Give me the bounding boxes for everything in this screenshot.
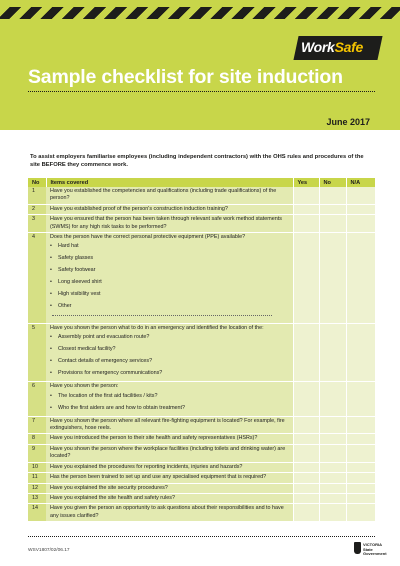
row-question: Have you shown the person where the workplace facilities (including toilets and drinking water) are located? xyxy=(50,445,286,460)
checklist-row xyxy=(28,444,375,462)
row-number: 8 xyxy=(28,434,46,444)
checklist-row xyxy=(28,187,375,204)
row-question: Does the person have the correct personal protective equipment (PPE) available? xyxy=(50,234,246,241)
row-sub-item-label: Hard hat xyxy=(58,243,79,250)
row-number: 11 xyxy=(28,473,46,483)
row-question: Have you ensured that the person has been taken through relevant safe work method statements (SWMS) for any high risk tasks to be performed? xyxy=(50,216,282,230)
row-item xyxy=(46,434,293,444)
row-sub-item xyxy=(50,368,289,380)
checkbox-cell-na[interactable] xyxy=(346,493,375,503)
row-number: 3 xyxy=(28,215,46,233)
checkbox-cell-yes[interactable] xyxy=(293,473,319,483)
row-question: Have you introduced the person to their site health and safety representatives (HSRs)? xyxy=(50,435,258,442)
checklist-row xyxy=(28,416,375,434)
row-question: Have you established proof of the person's construction induction training? xyxy=(50,205,228,212)
checkbox-cell-no[interactable] xyxy=(319,187,346,204)
checkbox-cell-yes[interactable] xyxy=(293,215,319,233)
logo-safe: Safe xyxy=(334,39,363,55)
checkbox-cell-na[interactable] xyxy=(346,323,375,381)
hazard-stripe xyxy=(0,7,400,19)
row-item xyxy=(46,382,293,416)
row-item xyxy=(46,215,293,233)
document-code: WSV1807/02/06.17 xyxy=(28,548,70,553)
row-number: 13 xyxy=(28,493,46,503)
row-sub-item xyxy=(50,253,289,265)
checkbox-cell-yes[interactable] xyxy=(293,504,319,522)
row-sub-item xyxy=(50,356,289,368)
checkbox-cell-no[interactable] xyxy=(319,473,346,483)
intro-text: To assist employers familiarise employees (including independent contractors) with the OHS rules and procedures of the site BEFORE they commence work. xyxy=(30,154,364,169)
checklist-row xyxy=(28,233,375,324)
victoria-crest-icon xyxy=(354,542,361,554)
checkbox-cell-no[interactable] xyxy=(319,215,346,233)
checkbox-cell-yes[interactable] xyxy=(293,233,319,324)
checkbox-cell-na[interactable] xyxy=(346,434,375,444)
row-sub-item-label: Safety footwear xyxy=(58,267,96,274)
checkbox-cell-na[interactable] xyxy=(346,233,375,324)
checkbox-cell-yes[interactable] xyxy=(293,462,319,472)
checklist-header-row xyxy=(28,178,375,187)
page-title: Sample checklist for site induction xyxy=(28,66,343,88)
checkbox-cell-no[interactable] xyxy=(319,434,346,444)
header-no-answer: No xyxy=(319,178,346,187)
row-sub-item-label: Assembly point and evacuation route? xyxy=(58,334,150,341)
row-number: 6 xyxy=(28,382,46,416)
checklist-row xyxy=(28,323,375,381)
checkbox-cell-no[interactable] xyxy=(319,444,346,462)
checkbox-cell-yes[interactable] xyxy=(293,434,319,444)
row-sub-item xyxy=(50,241,289,253)
checkbox-cell-yes[interactable] xyxy=(293,204,319,214)
row-sub-item xyxy=(50,265,289,277)
row-item xyxy=(46,416,293,434)
checkbox-cell-na[interactable] xyxy=(346,215,375,233)
row-sub-item xyxy=(50,391,289,403)
worksafe-logo-text xyxy=(301,39,363,55)
row-number: 2 xyxy=(28,204,46,214)
row-question: Have you explained the site security procedures? xyxy=(50,484,168,491)
checklist-row xyxy=(28,504,375,522)
logo-work: Work xyxy=(301,39,335,55)
row-sub-item xyxy=(50,289,289,301)
victoria-government-logo xyxy=(354,542,387,557)
victoria-logo-text xyxy=(363,543,387,557)
header-na: N/A xyxy=(346,178,375,187)
document-date: June 2017 xyxy=(326,117,370,127)
checkbox-cell-no[interactable] xyxy=(319,462,346,472)
vic-line3: Government xyxy=(363,551,387,557)
page-header xyxy=(0,0,400,130)
vic-line1: VICTORIA xyxy=(363,542,383,547)
checkbox-cell-yes[interactable] xyxy=(293,416,319,434)
other-blank-line[interactable] xyxy=(52,311,272,316)
row-question: Have you shown the person where all relevant fire-fighting equipment is located? For example, fire extinguishers, hose reels. xyxy=(50,417,285,432)
row-number: 1 xyxy=(28,187,46,204)
checklist-row xyxy=(28,382,375,416)
checkbox-cell-na[interactable] xyxy=(346,187,375,204)
row-item xyxy=(46,493,293,503)
header-no: No xyxy=(28,178,46,187)
row-question: Have you shown the person what to do in an emergency and identified the location of the: xyxy=(50,324,264,331)
row-sub-item-label: Closest medical facility? xyxy=(58,346,116,353)
checkbox-cell-no[interactable] xyxy=(319,504,346,522)
checkbox-cell-no[interactable] xyxy=(319,416,346,434)
row-sub-item-label: Safety glasses xyxy=(58,255,94,262)
row-item xyxy=(46,204,293,214)
row-question: Has the person been trained to set up and use any specialised equipment that is required? xyxy=(50,474,267,481)
checkbox-cell-na[interactable] xyxy=(346,444,375,462)
checkbox-cell-no[interactable] xyxy=(319,483,346,493)
row-item xyxy=(46,233,293,324)
row-sub-item-label: Contact details of emergency services? xyxy=(58,358,153,365)
row-sub-item xyxy=(50,301,289,321)
row-item xyxy=(46,483,293,493)
row-item xyxy=(46,504,293,522)
row-number: 12 xyxy=(28,483,46,493)
checkbox-cell-yes[interactable] xyxy=(293,493,319,503)
row-number: 7 xyxy=(28,416,46,434)
header-yes: Yes xyxy=(293,178,319,187)
header-items: Items covered xyxy=(46,178,293,187)
row-sub-item-label: Other xyxy=(58,303,72,310)
row-item xyxy=(46,444,293,462)
checklist-table xyxy=(28,178,376,522)
row-number: 14 xyxy=(28,504,46,522)
row-sub-item-label: Long sleeved shirt xyxy=(58,279,102,286)
row-number: 5 xyxy=(28,323,46,381)
row-number: 10 xyxy=(28,462,46,472)
checklist-row xyxy=(28,215,375,233)
row-item xyxy=(46,323,293,381)
checklist-row xyxy=(28,493,375,503)
row-sub-item xyxy=(50,332,289,344)
checkbox-cell-na[interactable] xyxy=(346,382,375,416)
row-number: 4 xyxy=(28,233,46,324)
checkbox-cell-na[interactable] xyxy=(346,204,375,214)
footer-divider xyxy=(28,536,375,537)
row-sub-item xyxy=(50,277,289,289)
checkbox-cell-no[interactable] xyxy=(319,493,346,503)
vic-line2: State xyxy=(363,546,373,552)
row-sub-item-label: Who the first aiders are and how to obtain treatment? xyxy=(58,404,186,411)
row-item xyxy=(46,187,293,204)
row-sub-item-label: The location of the first aid facilities / kits? xyxy=(58,392,158,399)
checkbox-cell-yes[interactable] xyxy=(293,483,319,493)
checkbox-cell-yes[interactable] xyxy=(293,382,319,416)
worksafe-logo xyxy=(296,36,380,60)
checkbox-cell-na[interactable] xyxy=(346,483,375,493)
row-sub-item-label: Provisions for emergency communications? xyxy=(58,370,163,377)
checkbox-cell-na[interactable] xyxy=(346,462,375,472)
row-question: Have you explained the procedures for reporting incidents, injuries and hazards? xyxy=(50,463,243,470)
checklist-row xyxy=(28,434,375,444)
checklist-row xyxy=(28,483,375,493)
row-question: Have you explained the site health and safety rules? xyxy=(50,494,175,501)
row-question: Have you shown the person: xyxy=(50,383,119,390)
row-sub-item xyxy=(50,344,289,356)
checklist-row xyxy=(28,462,375,472)
row-sub-item-label: High visibility vest xyxy=(58,291,101,298)
checkbox-cell-no[interactable] xyxy=(319,382,346,416)
row-question: Have you given the person an opportunity to ask questions about their responsibilities and to have any issues clarified? xyxy=(50,505,284,519)
row-question: Have you established the competencies and qualifications (including trade qualifications) of the person? xyxy=(50,188,277,202)
row-item xyxy=(46,473,293,483)
checkbox-cell-na[interactable] xyxy=(346,473,375,483)
checklist-row xyxy=(28,204,375,214)
row-item xyxy=(46,462,293,472)
checkbox-cell-no[interactable] xyxy=(319,323,346,381)
row-number: 9 xyxy=(28,444,46,462)
checkbox-cell-na[interactable] xyxy=(346,416,375,434)
title-divider xyxy=(28,91,375,92)
checkbox-cell-yes[interactable] xyxy=(293,187,319,204)
checkbox-cell-no[interactable] xyxy=(319,233,346,324)
checkbox-cell-na[interactable] xyxy=(346,504,375,522)
checkbox-cell-yes[interactable] xyxy=(293,323,319,381)
checkbox-cell-yes[interactable] xyxy=(293,444,319,462)
checkbox-cell-no[interactable] xyxy=(319,204,346,214)
checklist-row xyxy=(28,473,375,483)
row-sub-item xyxy=(50,403,289,415)
